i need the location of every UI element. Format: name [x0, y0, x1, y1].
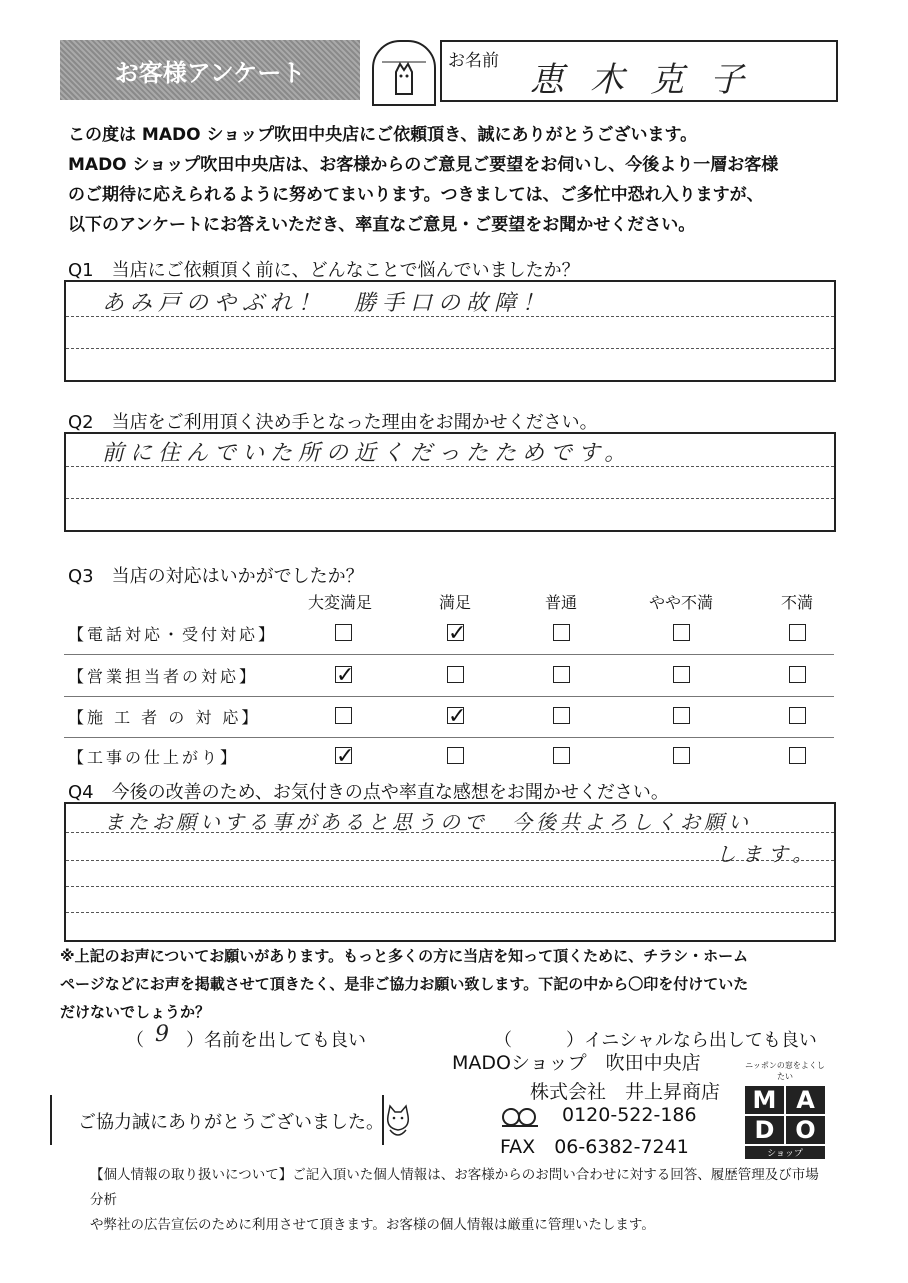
q1-answer-box: [64, 280, 836, 382]
row-label-phone: 【電話対応・受付対応】: [68, 625, 278, 644]
freedial-icon: [500, 1106, 540, 1132]
checkbox-phone-satisfied[interactable]: [447, 621, 467, 646]
checkbox-phone-normal[interactable]: [553, 624, 570, 641]
q4-answer-line2: します。: [716, 842, 819, 866]
checkbox-sales-dissatisfied[interactable]: [789, 666, 806, 683]
row-label-finish: 【工事の仕上がり】: [68, 748, 240, 767]
option-name[interactable]: ）名前を出しても良い: [186, 1030, 366, 1051]
checkbox-installer-very-satisfied[interactable]: [335, 707, 352, 724]
checkbox-sales-satisfied[interactable]: [447, 666, 464, 683]
checkbox-installer-slightly-dissatisfied[interactable]: [673, 707, 690, 724]
checkbox-phone-very-satisfied[interactable]: [335, 624, 352, 641]
name-value: 恵木克子: [530, 60, 770, 100]
checkbox-phone-slightly-dissatisfied[interactable]: [673, 624, 690, 641]
survey-title: お客様アンケート: [60, 40, 360, 100]
shop-name: MADOショップ 吹田中央店: [452, 1052, 701, 1074]
row-divider: [64, 696, 834, 697]
q4-answer-line1: またお願いする事があると思うので 今後共よろしくお願い: [104, 810, 752, 834]
name-label: お名前: [448, 51, 499, 71]
q2-answer: 前に住んでいた所の近くだったためです。: [102, 441, 633, 466]
row-divider: [64, 654, 834, 655]
checkbox-installer-normal[interactable]: [553, 707, 570, 724]
q4-label: Q4 今後の改善のため、お気付きの点や率直な感想をお聞かせください。: [68, 782, 669, 803]
check-mark-icon: ✓: [336, 663, 355, 688]
checkbox-installer-satisfied[interactable]: [447, 704, 467, 729]
rating-header-dissatisfied: 不満: [780, 593, 813, 612]
checkbox-phone-dissatisfied[interactable]: [789, 624, 806, 641]
checkbox-finish-satisfied[interactable]: [447, 747, 464, 764]
row-label-installer: 【施 工 者 の 対 応】: [68, 708, 261, 727]
row-label-sales: 【営業担当者の対応】: [68, 667, 259, 686]
checkbox-finish-dissatisfied[interactable]: [789, 747, 806, 764]
q1-label: Q1 当店にご依頼頂く前に、どんなことで悩んでいましたか？: [68, 260, 580, 281]
option-initial[interactable]: （ ）イニシャルなら出しても良い: [494, 1030, 817, 1051]
cat-window-icon: [372, 40, 436, 106]
thanks-message: ご協力誠にありがとうございました。: [78, 1112, 384, 1133]
option-name-mark: 9: [155, 1022, 175, 1047]
publication-request: ※上記のお声についてお願いがあります。もっと多くの方に当店を知って頂くために、チラシ・ホーム ページなどにお声を掲載させて頂きたく、是非ご協力お願い致します。下記の中から〇印を付けていた だけないでしょうか？: [60, 947, 749, 1021]
rating-header-satisfied: 満足: [438, 593, 471, 612]
option-name-open: （: [126, 1030, 144, 1051]
check-mark-icon: ✓: [448, 704, 467, 729]
intro-text: この度は MADO ショップ吹田中央店にご依頼頂き、誠にありがとうございます。 MADO ショップ吹田中央店は、お客様からのご意見ご要望をお伺いし、今後より一層お客様 のご期待に応えられるように努めてまいります。つきましては、ご多忙中恐れ入りますが、 以下のアンケートにお答えいただき、率直なご意見・ご要望をお聞かせください。: [68, 125, 779, 235]
rating-header-slightly-dissatisfied: やや不満: [648, 593, 713, 612]
fax-number: FAX 06-6382-7241: [500, 1136, 689, 1158]
freedial-number: 0120-522-186: [562, 1104, 697, 1126]
company-name: 株式会社 井上昇商店: [530, 1081, 721, 1103]
rating-header-normal: 普通: [544, 593, 577, 612]
checkbox-finish-very-satisfied[interactable]: [335, 744, 355, 769]
checkbox-finish-normal[interactable]: [553, 747, 570, 764]
mado-logo: ニッポンの窓をよくしたい M A D O ショップ: [745, 1061, 825, 1159]
q1-answer: あみ戸のやぶれ！ 勝手口の故障！: [102, 291, 551, 316]
checkbox-sales-normal[interactable]: [553, 666, 570, 683]
check-mark-icon: ✓: [448, 621, 467, 646]
cat-icon: [382, 1102, 414, 1144]
q4-answer-box: [64, 802, 836, 942]
q2-answer-box: [64, 432, 836, 532]
checkbox-sales-very-satisfied[interactable]: [335, 663, 355, 688]
checkbox-sales-slightly-dissatisfied[interactable]: [673, 666, 690, 683]
check-mark-icon: ✓: [336, 744, 355, 769]
row-divider: [64, 737, 834, 738]
q2-label: Q2 当店をご利用頂く決め手となった理由をお聞かせください。: [68, 412, 598, 433]
checkbox-finish-slightly-dissatisfied[interactable]: [673, 747, 690, 764]
q3-label: Q3 当店の対応はいかがでしたか？: [68, 566, 364, 587]
rating-header-very-satisfied: 大変満足: [307, 593, 372, 612]
checkbox-installer-dissatisfied[interactable]: [789, 707, 806, 724]
privacy-notice: 【個人情報の取り扱いについて】ご記入頂いた個人情報は、お客様からのお問い合わせに対する回答、履歴管理及び市場分析 や弊社の広告宣伝のために利用させて頂きます。お客様の個人情報は厳重に管理いたします。: [90, 1167, 819, 1233]
